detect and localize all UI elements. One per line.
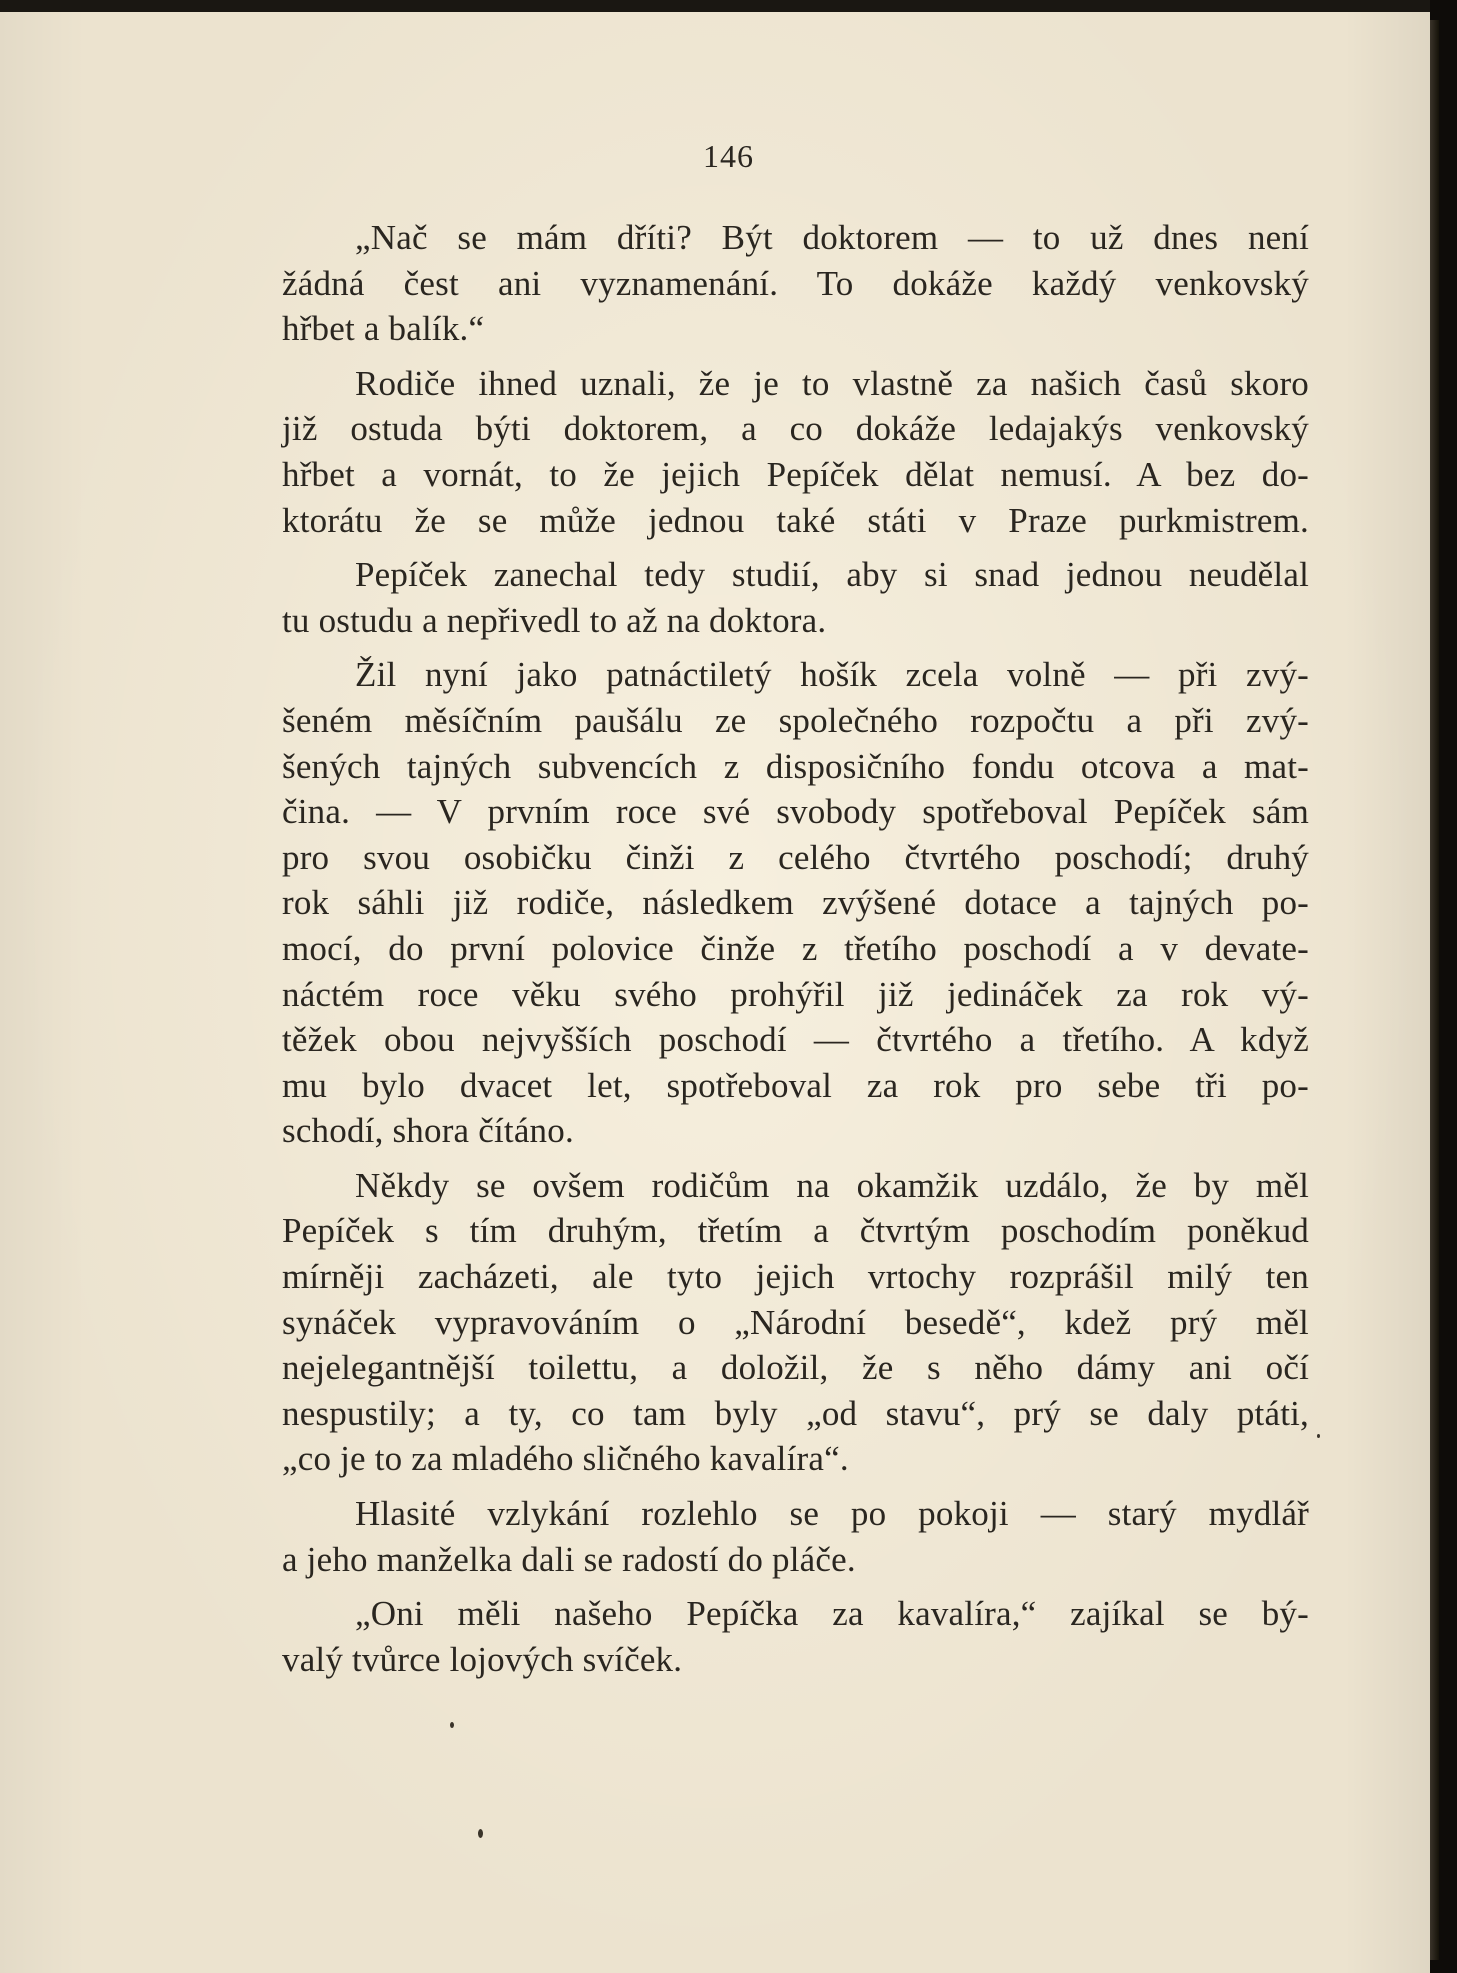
text-line: „co je to za mladého sličného kavalíra“. — [282, 1439, 849, 1479]
text-line: náctém roce věku svého prohýřil již jedináček za rok vý- — [282, 974, 1309, 1014]
text-line: Hlasité vzlykání rozlehlo se po pokoji — starý mydlář — [355, 1494, 1309, 1534]
paragraph — [282, 652, 1309, 1154]
text-line: čina. — V prvním roce své svobody spotřeboval Pepíček sám — [282, 792, 1309, 832]
text-line: nejelegantnější toilettu, a doložil, že s něho dámy ani očí — [282, 1348, 1309, 1388]
text-line: hřbet a balík.“ — [282, 309, 485, 349]
text-line: mírněji zacházeti, ale tyto jejich vrtochy rozprášil milý ten — [282, 1257, 1309, 1297]
text-line: již ostuda býti doktorem, a co dokáže ledajakýs venkovský — [282, 409, 1309, 449]
text-line: rok sáhli již rodiče, následkem zvýšené dotace a tajných po- — [282, 883, 1309, 923]
text-line: šeném měsíčním paušálu ze společného rozpočtu a při zvý- — [282, 700, 1309, 740]
paragraph — [282, 1163, 1309, 1482]
text-line: Žil nyní jako patnáctiletý hošík zcela volně — při zvý- — [355, 655, 1309, 695]
book-spine-edge — [1430, 20, 1439, 1960]
text-line: „Oni měli našeho Pepíčka za kavalíra,“ zajíkal se bý- — [355, 1594, 1309, 1634]
page-number: 146 — [703, 138, 754, 174]
text-line: ktorátu že se může jednou také státi v Praze purkmistrem. — [282, 500, 1309, 540]
paragraph — [282, 1491, 1309, 1582]
text-line: synáček vypravováním o „Národní besedě“, kdež prý měl — [282, 1302, 1309, 1342]
paragraph — [282, 1591, 1309, 1682]
text-line: „Nač se mám dříti? Být doktorem — to už dnes není — [355, 218, 1309, 257]
body-text — [282, 215, 1309, 1691]
text-line: nespustily; a ty, co tam byly „od stavu“, prý se daly ptáti, — [282, 1393, 1309, 1433]
paragraph — [282, 552, 1309, 643]
paragraph — [282, 361, 1309, 543]
ink-speck — [478, 1829, 483, 1838]
text-line: žádná čest ani vyznamenání. To dokáže každý venkovský — [282, 263, 1309, 303]
text-line: valý tvůrce lojových svíček. — [282, 1639, 683, 1679]
text-line: tu ostudu a nepřivedl to až na doktora. — [282, 600, 827, 640]
text-line: mocí, do první polovice činže z třetího poschodí a v devate- — [282, 928, 1309, 968]
ink-speck — [450, 1722, 454, 1728]
text-line: šených tajných subvencích z disposičního fondu otcova a mat- — [282, 746, 1309, 786]
text-line: těžek obou nejvyšších poschodí — čtvrtého a třetího. A když — [282, 1020, 1309, 1060]
text-line: Pepíček zanechal tedy studií, aby si snad jednou neudělal — [355, 555, 1309, 595]
text-line: Rodiče ihned uznali, že je to vlastně za našich časů skoro — [355, 363, 1309, 403]
text-line: hřbet a vornát, to že jejich Pepíček dělat nemusí. A bez do- — [282, 454, 1309, 494]
ink-speck — [1317, 1434, 1320, 1438]
text-line: Někdy se ovšem rodičům na okamžik uzdálo, že by měl — [355, 1165, 1309, 1205]
text-line: pro svou osobičku činži z celého čtvrtého poschodí; druhý — [282, 837, 1309, 877]
text-line: mu bylo dvacet let, spotřeboval za rok pro sebe tři po- — [282, 1065, 1309, 1105]
text-line: a jeho manželka dali se radostí do pláče. — [282, 1539, 856, 1579]
text-line: Pepíček s tím druhým, třetím a čtvrtým poschodím poněkud — [282, 1211, 1309, 1251]
paragraph — [282, 215, 1309, 352]
text-line: schodí, shora čítáno. — [282, 1111, 574, 1151]
